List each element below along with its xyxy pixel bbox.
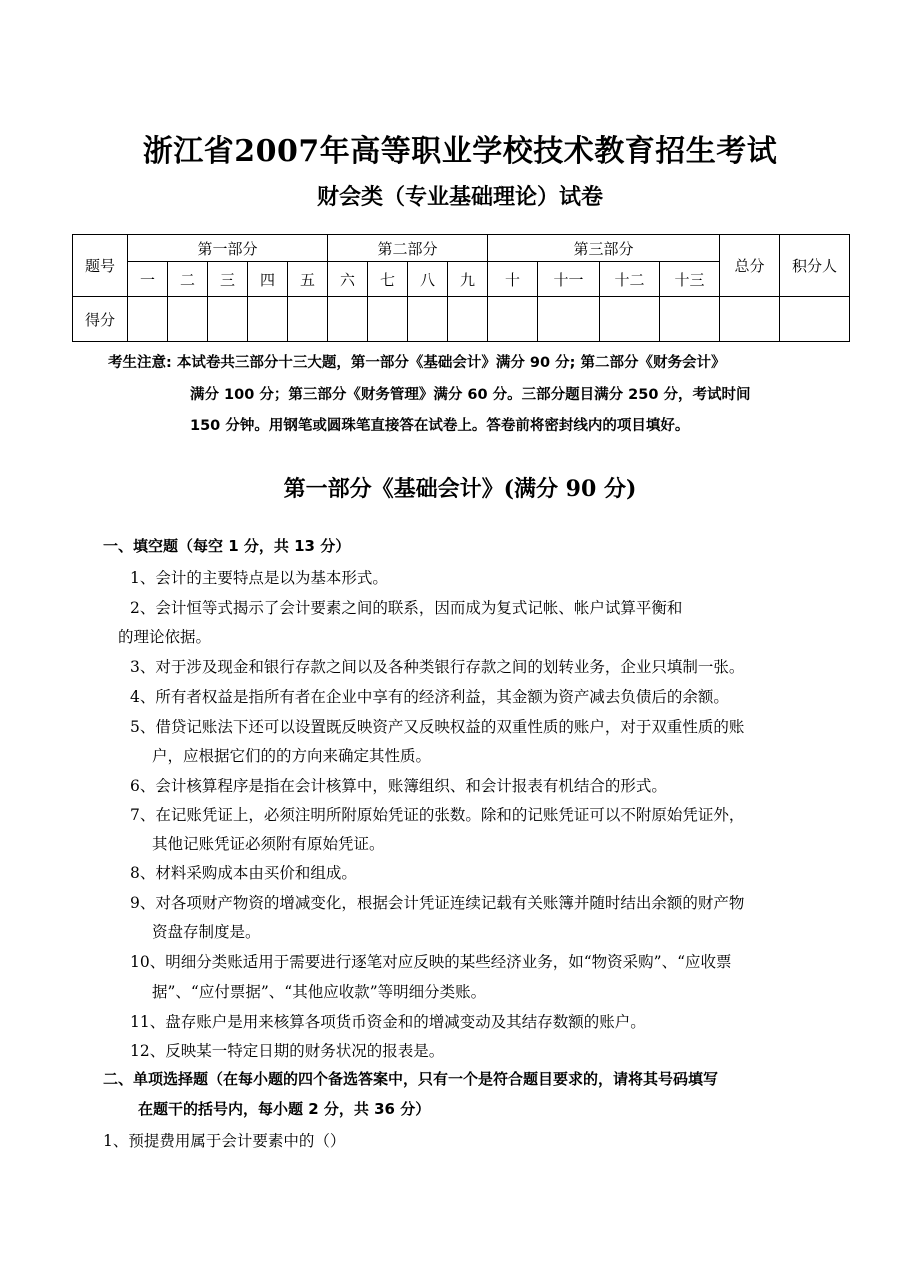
- question-item: 3、对于涉及现金和银行存款之间以及各种类银行存款之间的划转业务，企业只填制一张。: [130, 658, 745, 676]
- section1-title: 一、填空题（每空 1 分，共 13 分）: [103, 537, 351, 555]
- score-cell[interactable]: [538, 297, 600, 342]
- question-item-continuation: 户，应根据它们的的方向来确定其性质。: [152, 747, 432, 765]
- question-number: 十二: [600, 262, 660, 297]
- question-item-continuation: 的理论依据。: [118, 628, 212, 646]
- question-item-continuation: 其他记账凭证必须附有原始凭证。: [152, 835, 385, 853]
- scorer-header: 积分人: [780, 235, 850, 297]
- score-row-label: 得分: [73, 297, 128, 342]
- section2-title-line2: 在题干的括号内，每小题 2 分，共 36 分）: [138, 1100, 431, 1118]
- question-item-continuation: 据”、“应付票据”、“其他应收款”等明细分类账。: [152, 983, 487, 1001]
- score-cell[interactable]: [248, 297, 288, 342]
- score-cell[interactable]: [448, 297, 488, 342]
- score-cell[interactable]: [408, 297, 448, 342]
- notice-line-3: 150 分钟。用钢笔或圆珠笔直接答在试卷上。答卷前将密封线内的项目填好。: [190, 418, 690, 434]
- score-cell[interactable]: [368, 297, 408, 342]
- notice-line-2: 满分 100 分；第三部分《财务管理》满分 60 分。三部分题目满分 250 分，考试时间: [190, 387, 751, 403]
- part2-header: 第二部分: [328, 235, 488, 262]
- part1-header: 第一部分: [128, 235, 328, 262]
- score-cell[interactable]: [128, 297, 168, 342]
- question-number-label: 题号: [73, 235, 128, 297]
- question-item: 11、盘存账户是用来核算各项货币资金和的增减变动及其结存数额的账户。: [130, 1013, 646, 1031]
- question-item: 6、会计核算程序是指在会计核算中，账簿组织、和会计报表有机结合的形式。: [130, 777, 667, 795]
- exam-sub-title: 财会类（专业基础理论）试卷: [316, 184, 603, 210]
- part1-title: 第一部分《基础会计》(满分 90 分): [283, 476, 637, 502]
- choice-question-1: 1、预提费用属于会计要素中的（）: [103, 1132, 346, 1150]
- question-number: 五: [288, 262, 328, 297]
- question-item-continuation: 资盘存制度是。: [152, 923, 261, 941]
- question-item: 7、在记账凭证上，必须注明所附原始凭证的张数。除和的记账凭证可以不附原始凭证外，: [130, 806, 745, 824]
- question-number: 二: [168, 262, 208, 297]
- score-cell[interactable]: [660, 297, 720, 342]
- part3-header: 第三部分: [488, 235, 720, 262]
- question-number: 九: [448, 262, 488, 297]
- question-number: 三: [208, 262, 248, 297]
- question-number: 十: [488, 262, 538, 297]
- score-cell[interactable]: [328, 297, 368, 342]
- question-number: 十一: [538, 262, 600, 297]
- question-item: 8、材料采购成本由买价和组成。: [130, 864, 357, 882]
- question-number: 七: [368, 262, 408, 297]
- question-item: 10、明细分类账适用于需要进行逐笔对应反映的某些经济业务，如“物资采购”、“应收票: [130, 953, 732, 971]
- question-item: 12、反映某一特定日期的财务状况的报表是。: [130, 1042, 445, 1060]
- score-cell[interactable]: [488, 297, 538, 342]
- score-cell[interactable]: [600, 297, 660, 342]
- total-score-cell[interactable]: [720, 297, 780, 342]
- score-cell[interactable]: [288, 297, 328, 342]
- score-cell[interactable]: [168, 297, 208, 342]
- question-item: 4、所有者权益是指所有者在企业中享有的经济利益，其金额为资产减去负债后的余额。: [130, 688, 729, 706]
- question-number: 六: [328, 262, 368, 297]
- question-item: 5、借贷记账法下还可以设置既反映资产又反映权益的双重性质的账户，对于双重性质的账: [130, 718, 745, 736]
- exam-main-title: 浙江省2007年高等职业学校技术教育招生考试: [142, 134, 778, 169]
- score-table: [72, 234, 850, 342]
- section2-title-line1: 二、单项选择题（在每小题的四个备选答案中，只有一个是符合题目要求的，请将其号码填写: [103, 1070, 719, 1088]
- question-item: 1、会计的主要特点是以为基本形式。: [130, 569, 388, 587]
- question-item: 2、会计恒等式揭示了会计要素之间的联系，因而成为复式记帐、帐户试算平衡和: [130, 599, 683, 617]
- question-number: 一: [128, 262, 168, 297]
- total-header: 总分: [720, 235, 780, 297]
- question-number: 十三: [660, 262, 720, 297]
- notice-line-1: 考生注意: 本试卷共三部分十三大题，第一部分《基础会计》满分 90 分; 第二部分《财务会计》: [108, 355, 726, 371]
- question-number: 八: [408, 262, 448, 297]
- question-number: 四: [248, 262, 288, 297]
- question-item: 9、对各项财产物资的增减变化，根据会计凭证连续记载有关账簿并随时结出余额的财产物: [130, 894, 745, 912]
- score-cell[interactable]: [208, 297, 248, 342]
- scorer-cell[interactable]: [780, 297, 850, 342]
